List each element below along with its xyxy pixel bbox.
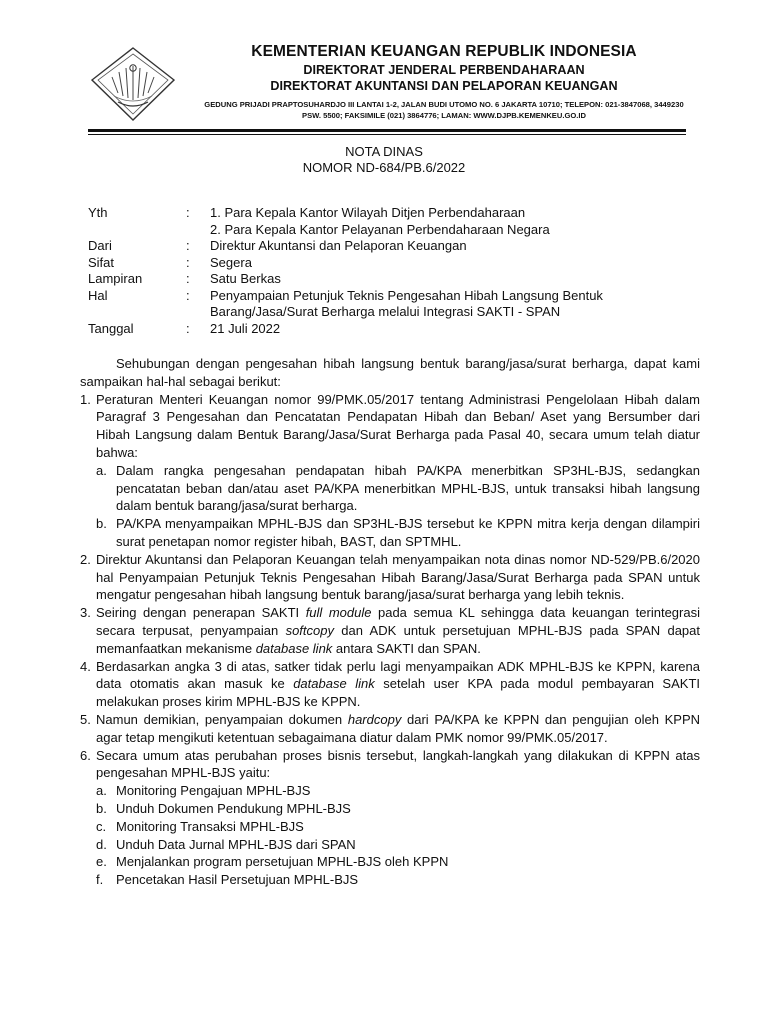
separator: : xyxy=(186,271,190,286)
header-row-sifat xyxy=(88,255,688,272)
separator: : xyxy=(186,238,190,253)
italic-term: database link xyxy=(293,676,375,692)
sifat-value: Segera xyxy=(210,254,252,270)
step-item xyxy=(96,800,700,818)
memo-body xyxy=(80,355,700,889)
step-text: Pencetakan Hasil Persetujuan MPHL-BJS xyxy=(116,872,359,888)
step-text: Monitoring Transaksi MPHL-BJS xyxy=(116,818,304,834)
directorate-name: DIREKTORAT AKUNTANSI DAN PELAPORAN KEUANGAN xyxy=(270,79,618,93)
sub-item-text: Dalam rangka pengesahan pendapatan hibah PA/KPA menerbitkan SP3HL-BJS, sedangkan pencatatan beban dan/atau aset PA/KPA menerbitkan MPHL-BJS, untuk transaksi hibah langsung dalam bentuk barang/jasa/surat berharga. xyxy=(116,462,700,514)
header-row-dari xyxy=(88,238,688,255)
list-item xyxy=(80,658,700,711)
step-item xyxy=(96,782,700,800)
separator: : xyxy=(186,205,190,220)
italic-term: hardcopy xyxy=(347,711,402,727)
item-text: Peraturan Menteri Keuangan nomor 99/PMK.05/2017 tentang Administrasi Pengelolaan Hibah dalam Paragraf 3 Pengesahan dan Pencatatan Pendapatan Hibah dan Beban/ Aset yang Bersumber dari Hibah Langsung dalam Bentuk Barang/Jasa/Surat Berharga pada Pasal 40, secara umum telah diatur bahwa: xyxy=(96,391,700,460)
item-number: 3. xyxy=(80,605,91,621)
dari-label: Dari xyxy=(88,238,112,253)
separator: : xyxy=(186,287,190,303)
sub-item-text: PA/KPA menyampaikan MPHL-BJS dan SP3HL-BJS tersebut ke KPPN mitra kerja dengan dilampiri surat penetapan nomor register hibah, BAST, dan SPTMHL. xyxy=(116,516,700,549)
directorate-general-name: DIREKTORAT JENDERAL PERBENDAHARAAN xyxy=(303,63,585,77)
item-text: Seiring dengan penerapan SAKTI full module pada semua KL sehingga data keuangan terintegrasi secara terpusat, penyampaian softcopy dan ADK untuk persetujuan MPHL-BJS pada SPAN dapat memanfaatkan mekanisme database link antara SAKTI dan SPAN. xyxy=(96,605,700,656)
step-text: Unduh Data Jurnal MPHL-BJS dari SPAN xyxy=(116,836,356,852)
document-title: NOTA DINAS xyxy=(345,144,423,159)
italic-term: database link xyxy=(255,640,333,656)
header-row-lampiran xyxy=(88,271,688,288)
item-number: 4. xyxy=(80,658,91,674)
recipient-line: 1. Para Kepala Kantor Wilayah Ditjen Perbendaharaan xyxy=(210,205,526,220)
tanggal-label: Tanggal xyxy=(88,320,134,336)
list-item xyxy=(80,604,700,657)
intro-paragraph: Sehubungan dengan pengesahan hibah langsung bentuk barang/jasa/surat berharga, dapat kami sampaikan hal-hal sebagai berikut: xyxy=(80,356,700,389)
sub-item-letter: a. xyxy=(96,462,107,478)
separator: : xyxy=(186,320,190,336)
list-item xyxy=(80,747,700,889)
list-item xyxy=(80,711,700,747)
step-letter: b. xyxy=(96,800,107,816)
step-item xyxy=(96,818,700,836)
header-row-hal xyxy=(88,288,688,321)
item-text: Namun demikian, penyampaian dokumen hardcopy dari PA/KPA ke KPPN dan pengujian oleh KPPN agar tetap mengikuti ketentuan sebagaimana diatur dalam PMK nomor 99/PMK.05/2017. xyxy=(96,711,701,745)
item-number: 6. xyxy=(80,747,91,763)
step-letter: d. xyxy=(96,836,107,852)
step-item xyxy=(96,836,700,854)
item-number: 1. xyxy=(80,391,91,407)
letterhead-address: GEDUNG PRIJADI PRAPTOSUHARDJO III LANTAI 1-2, JALAN BUDI UTOMO NO. 6 JAKARTA 10710; TELEPON: 021-3847068, 3449230 PSW. 5500; FAKSIMILE (021) 3864776; LAMAN: WWW.DJPB.KEMENKEU.GO.ID xyxy=(204,100,684,120)
item-number: 2. xyxy=(80,551,91,567)
header-row-tanggal xyxy=(88,321,688,338)
sub-item xyxy=(96,462,700,515)
italic-term: softcopy xyxy=(285,622,334,638)
step-item xyxy=(96,853,700,871)
step-item xyxy=(96,871,700,889)
item-text: Berdasarkan angka 3 di atas, satker tidak perlu lagi menyampaikan ADK MPHL-BJS ke KPPN, karena data otomatis akan masuk ke database link setelah user KPA pada modul pembayaran SAKTI melakukan proses kirim MPHL-BJS ke KPPN. xyxy=(96,658,700,710)
subject-line: Barang/Jasa/Surat Berharga melalui Integrasi SAKTI - SPAN xyxy=(210,304,561,319)
step-letter: f. xyxy=(96,872,104,888)
letterhead-divider-thick xyxy=(88,129,686,132)
item-text: Secara umum atas perubahan proses bisnis tersebut, langkah-langkah yang dilakukan di KPPN atas pengesahan MPHL-BJS yaitu: xyxy=(96,747,700,781)
memo-header xyxy=(88,205,688,337)
step-text: Monitoring Pengajuan MPHL-BJS xyxy=(116,783,311,799)
letterhead-divider-thin xyxy=(88,134,686,135)
document-number: NOMOR ND-684/PB.6/2022 xyxy=(302,160,466,175)
sifat-label: Sifat xyxy=(88,254,115,270)
hal-label: Hal xyxy=(88,287,108,303)
step-letter: c. xyxy=(96,818,107,834)
list-item xyxy=(80,551,700,604)
step-letter: a. xyxy=(96,783,107,799)
tanggal-value: 21 Juli 2022 xyxy=(210,320,281,336)
lampiran-label: Lampiran xyxy=(88,271,143,286)
sub-item xyxy=(96,515,700,551)
yth-label: Yth xyxy=(88,205,108,220)
step-text: Menjalankan program persetujuan MPHL-BJS oleh KPPN xyxy=(116,854,449,870)
recipient-line: 2. Para Kepala Kantor Pelayanan Perbendaharaan Negara xyxy=(210,221,550,237)
header-row-yth xyxy=(88,205,688,238)
item-number: 5. xyxy=(80,711,91,727)
list-item xyxy=(80,391,700,551)
ministry-name: KEMENTERIAN KEUANGAN REPUBLIK INDONESIA xyxy=(251,43,637,60)
kemenkeu-logo-icon xyxy=(88,44,178,124)
step-text: Unduh Dokumen Pendukung MPHL-BJS xyxy=(116,800,351,816)
letterhead xyxy=(196,42,692,121)
italic-term: full module xyxy=(305,605,372,621)
subject-line: Penyampaian Petunjuk Teknis Pengesahan Hibah Langsung Bentuk xyxy=(210,287,603,303)
separator: : xyxy=(186,254,190,270)
sub-item-letter: b. xyxy=(96,516,107,532)
item-text: Direktur Akuntansi dan Pelaporan Keuangan telah menyampaikan nota dinas nomor ND-529/PB.6/2020 hal Penyampaian Petunjuk Teknis Pengesahan Hibah Barang/Jasa/Surat Berharga pada SPAN untuk mengatur pengesahan hibah langsung bentuk barang/jasa/surat berharga yang lebih teknis. xyxy=(96,551,700,603)
step-letter: e. xyxy=(96,854,107,870)
dari-value: Direktur Akuntansi dan Pelaporan Keuangan xyxy=(210,238,467,253)
lampiran-value: Satu Berkas xyxy=(210,271,281,286)
